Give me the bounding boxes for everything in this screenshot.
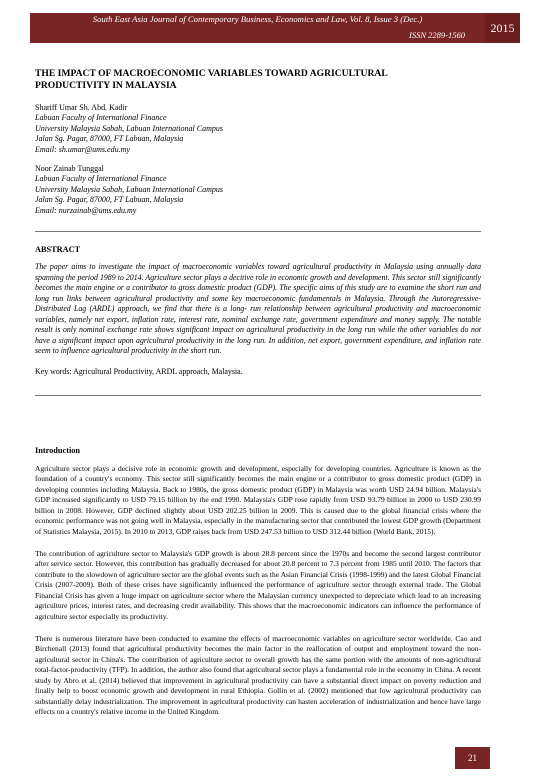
paper-title <box>35 68 455 92</box>
author-affiliation-line: University Malaysia Sabah, Labuan International Campus <box>35 123 223 133</box>
author-affiliation-line: Labuan Faculty of International Finance <box>35 174 167 184</box>
header-bar <box>30 13 485 43</box>
journal-year: 2015 <box>485 13 520 43</box>
journal-issn: ISSN 2289-1560 <box>409 30 465 40</box>
introduction-heading: Introduction <box>35 446 81 455</box>
author-affiliation-line: Jalan Sg. Pagar, 87000, FT Labuan, Malaysia <box>35 195 184 205</box>
body-paragraph: Agriculture sector plays a decisive role in economic growth and development, especially for developing countries. Agriculture is known as the foundation of a country's economy. This sector still significantly becomes the main engine or a contributor to gross domestic product (GDP) in developing countries including Malaysia. Back to 1980s, the gross domestic product (GDP) in Malaysia was worth USD 24.94 billion. Malaysia's GDP increased significantly to USD 79.15 billion by the end 1990. Malaysia's GDP rose rapidly from USD 93.79 billion in 2000 to USD 230.99 billion in 2008. However, GDP declined slightly about USD 202.25 billion in 2009. This is caused due to the global financial crisis where the economic performance was not going well in Malaysia, especially in the manufacturing sector that contributed the lowest GDP growth (Department of Statistics Malaysia, 2015). In 2010 to 2013, GDP raises back from USD 247.53 billion to USD 312.44 billion (World Bank, 2015). <box>35 464 481 536</box>
author-name: Shariff Umar Sh. Abd. Kadir <box>35 103 128 112</box>
page-number: 21 <box>455 747 490 769</box>
journal-header <box>30 13 520 43</box>
author-entry <box>35 103 455 155</box>
abstract-text: The paper aims to investigate the impact of macroeconomic variables toward agricultural productivity in Malaysia using annually data spanning the period 1989 to 2014. Agriculture sector plays a decitive role in economic growth and development. This sector still significantly becomes the main engine or a contributor to gross domestic product (GDP). The specific aims of this study are to examine the short run and long run links between agricultural productivity and some key macroeconomic fundamentals in Malaysia. Through the Autoregressive-Distributed Lag (ARDL) approach, we find that there is a long- run relationship between agricultural productivity and macroeconomic variables, namely net export, inflation rate, interest rate, nominal exchange rate, government expenditure and money supply. The notable result is only nominal exchange rate shows significant impact on agricultural productivity in the long run while the other variables do not have a significant impact upon agricultural productivity in the long run. In addition, net export, government expenditure, and inflation rate seem to influence agricultural productivity in the short run. <box>35 262 481 355</box>
body-paragraph: The contribution of agriculture sector to Malaysia's GDP growth is about 28.8 percent since the 1970s and become the second largest contributor after service sector. However, this contribution has gradually decreased for about 20.8 percent to 7.3 percent from 1985 until 2010. The factors that contribute to the slowdown of agriculture sector are the global events such as the Asian Financial Crisis (1998-1999) and the latest Global Financial Crisis (2007-2009). Both of these crises have significantly influenced the performance of agriculture sector through external trade. The Global Financial Crisis has given a huge impact on agriculture sector where the Malaysian currency unexpected to depreciate which lead to an increasing agriculture prices, interest rates, and decreasing credit availability. This shows that the macroeconomic indicators can influence the performance of agriculture sector especially its productivity. <box>35 549 481 621</box>
author-entry <box>35 164 455 216</box>
title-line: THE IMPACT OF MACROECONOMIC VARIABLES TOWARD AGRICULTURAL <box>35 68 388 79</box>
author-email: Email: nurzainab@ums.edu.my <box>35 205 137 215</box>
abstract-bottom-rule <box>35 395 481 396</box>
title-line: PRODUCTIVITY IN MALAYSIA <box>35 80 177 91</box>
abstract-top-rule <box>35 231 481 232</box>
keywords: Key words: Agricultural Productivity, ARDL approach, Malaysia. <box>35 367 243 376</box>
author-affiliation-line: Jalan Sg. Pagar, 87000, FT Labuan, Malaysia <box>35 134 184 144</box>
author-block <box>35 103 455 225</box>
journal-name: South East Asia Journal of Contemporary Business, Economics and Law, Vol. 8, Issue 3 (Dec.) <box>92 14 423 24</box>
author-name: Noor Zainab Tunggal <box>35 164 104 174</box>
abstract-heading: ABSTRACT <box>35 245 81 254</box>
author-affiliation-line: University Malaysia Sabah, Labuan International Campus <box>35 184 223 194</box>
author-email: Email: sh.umar@ums.edu.my <box>35 144 130 154</box>
body-paragraph: There is numerous literature have been conducted to examine the effects of macroeconomic variables on agriculture sector worldwide. Cao and Birchenall (2013) found that agricultural productivity becomes the main factor in the reallocation of output and employment toward the non-agricultural sector in China's. The contribution of agriculture sector to overall growth has the same portion with the amounts of non-agricultural total-factor-productivity (TFP). In addition, the author also found that agricultural sector plays a fundamental role in the economy in China. A recent study by Abro et al. (2014) believed that improvement in agricultural productivity can have a substantial direct impact on poverty reduction and finally help to boost economic growth and development in rural Ethiopia. Gollin et al. (2002) mentioned that low agricultural productivity can substantially delay industrialization. The improvement in agricultural productivity can hasten acceleration of industrialization and hence have large effects on a country's relative income in the United Kingdom. <box>35 634 481 717</box>
author-affiliation-line: Labuan Faculty of International Finance <box>35 113 167 123</box>
